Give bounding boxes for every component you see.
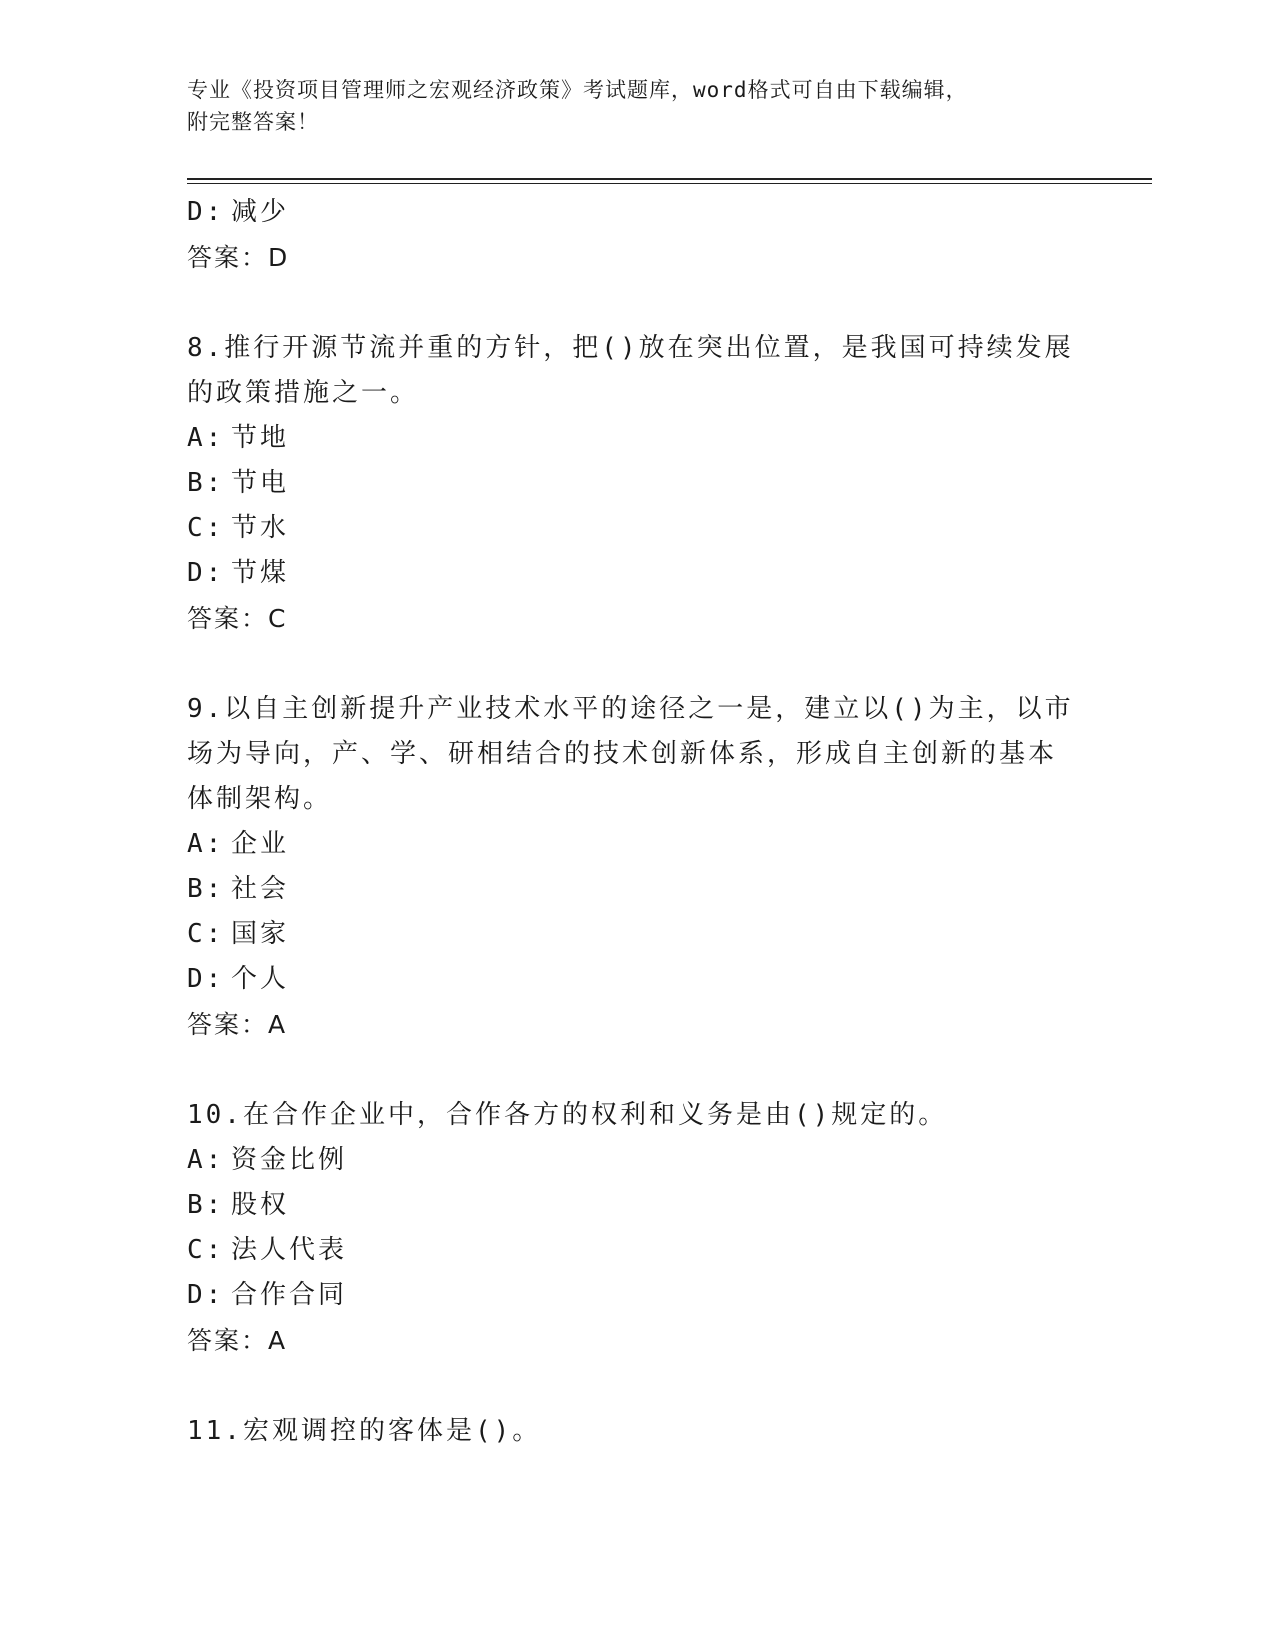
option-key: C: <box>187 1235 225 1265</box>
option-text: 资金比例 <box>231 1145 348 1175</box>
option-text: 企业 <box>231 829 290 859</box>
stem-line: 9.以自主创新提升产业技术水平的途径之一是，建立以()为主，以市 <box>187 694 1074 724</box>
question-10 <box>187 1093 1087 1363</box>
header-line-1: 专业《投资项目管理师之宏观经济政策》考试题库，word格式可自由下载编辑， <box>187 78 968 102</box>
stem-line: 11.宏观调控的客体是()。 <box>187 1416 542 1446</box>
answer-line: 答案：C <box>187 604 288 633</box>
header-divider-thin <box>187 183 1152 184</box>
option-a <box>187 416 1087 461</box>
page-header <box>187 74 1067 138</box>
header-line-2: 附完整答案！ <box>187 110 319 134</box>
question-9 <box>187 687 1087 1047</box>
option-text: 节水 <box>231 513 290 543</box>
stem-line: 体制架构。 <box>187 784 333 814</box>
option-a <box>187 1138 1087 1183</box>
option-key: D: <box>187 197 225 227</box>
option-c <box>187 912 1087 957</box>
option-d <box>187 551 1087 596</box>
option-key: A: <box>187 829 225 859</box>
option-text: 节电 <box>231 468 290 498</box>
option-a <box>187 822 1087 867</box>
stem-line: 场为导向，产、学、研相结合的技术创新体系，形成自主创新的基本 <box>187 739 1058 769</box>
question-stem <box>187 326 1087 416</box>
option-d <box>187 957 1087 1002</box>
answer-line: 答案：A <box>187 1326 288 1355</box>
option-key: B: <box>187 1190 225 1220</box>
option-key: C: <box>187 919 225 949</box>
option-key: B: <box>187 874 225 904</box>
option-b <box>187 867 1087 912</box>
option-d <box>187 190 1087 235</box>
option-b <box>187 1183 1087 1228</box>
option-c <box>187 1228 1087 1273</box>
stem-line: 8.推行开源节流并重的方针，把()放在突出位置，是我国可持续发展 <box>187 333 1074 363</box>
option-text: 节煤 <box>231 558 290 588</box>
option-c <box>187 506 1087 551</box>
option-text: 合作合同 <box>231 1280 348 1310</box>
question-stem <box>187 1093 1087 1138</box>
stem-line: 10.在合作企业中，合作各方的权利和义务是由()规定的。 <box>187 1100 948 1130</box>
question-11 <box>187 1409 1087 1454</box>
option-text: 个人 <box>231 964 290 994</box>
option-key: C: <box>187 513 225 543</box>
answer-line: 答案：A <box>187 1010 288 1039</box>
option-key: D: <box>187 558 225 588</box>
option-key: D: <box>187 964 225 994</box>
option-key: A: <box>187 423 225 453</box>
option-b <box>187 461 1087 506</box>
option-text: 减少 <box>231 197 290 227</box>
option-text: 节地 <box>231 423 290 453</box>
question-list <box>187 190 1087 1454</box>
option-d <box>187 1273 1087 1318</box>
question-8 <box>187 326 1087 641</box>
option-text: 股权 <box>231 1190 290 1220</box>
option-key: D: <box>187 1280 225 1310</box>
option-text: 法人代表 <box>231 1235 348 1265</box>
option-text: 国家 <box>231 919 290 949</box>
option-text: 社会 <box>231 874 290 904</box>
header-divider-thick <box>187 178 1152 180</box>
option-key: B: <box>187 468 225 498</box>
answer-line: 答案：D <box>187 243 290 272</box>
stem-line: 的政策措施之一。 <box>187 378 420 408</box>
option-key: A: <box>187 1145 225 1175</box>
question-stem <box>187 1409 1087 1454</box>
question-stem <box>187 687 1087 822</box>
